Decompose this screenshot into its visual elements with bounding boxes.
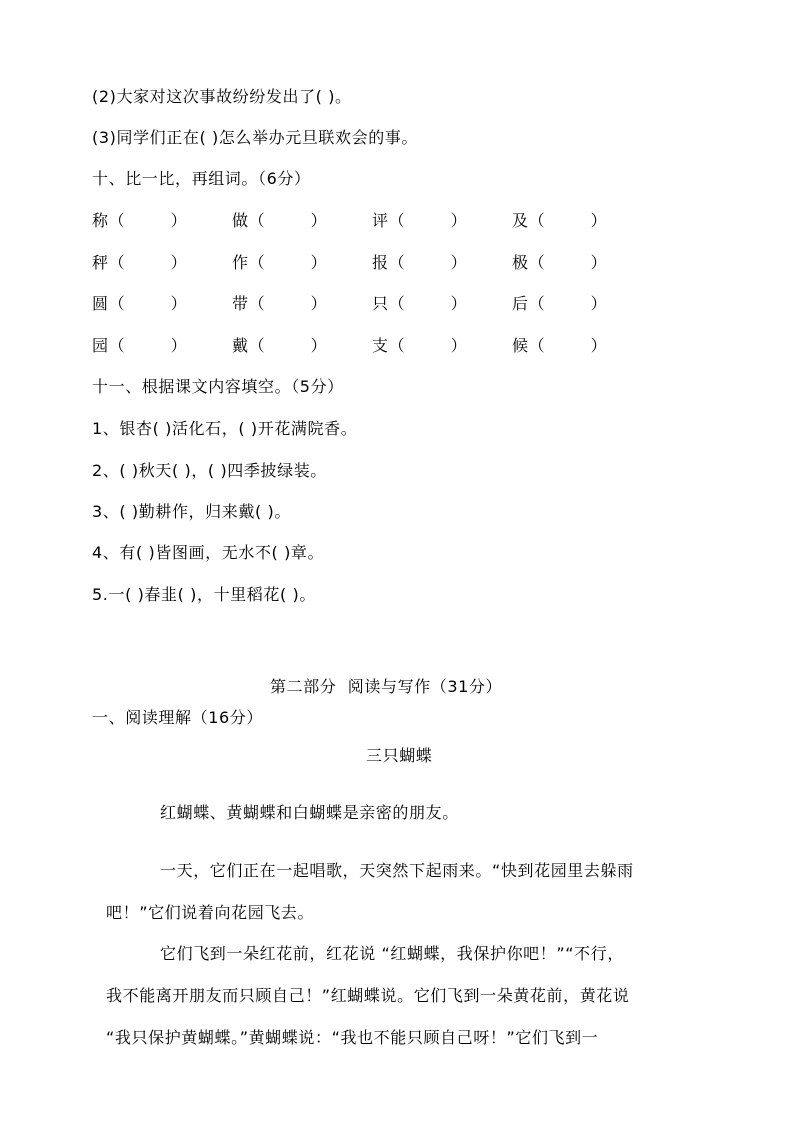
word-cell: 称（ ） [92, 211, 188, 230]
word-cell: 候（ ） [512, 336, 608, 355]
word-cell: 评（ ） [372, 211, 468, 230]
fill-item-4: 4、有( )皆图画，无水不( )章。 [92, 543, 325, 562]
story-paragraph-3-line-1: 它们飞到一朵红花前，红花说 “红蝴蝶，我保护你吧！”“不行， [160, 944, 624, 963]
story-title: 三只蝴蝶 [366, 746, 433, 765]
word-cell: 园（ ） [92, 336, 188, 355]
story-paragraph-1: 红蝴蝶、黄蝴蝶和白蝴蝶是亲密的朋友。 [160, 803, 459, 822]
question-line-3: (3)同学们正在( )怎么举办元旦联欢会的事。 [92, 128, 419, 147]
question-line-2: (2)大家对这次事故纷纷发出了( )。 [92, 87, 352, 106]
word-cell: 只（ ） [372, 294, 468, 313]
reading-section-heading: 一、阅读理解（16分） [92, 708, 263, 727]
story-paragraph-3-line-3: “我只保护黄蝴蝶。”黄蝴蝶说：“我也不能只顾自己呀！”它们飞到一 [106, 1028, 599, 1047]
word-cell: 戴（ ） [232, 336, 328, 355]
word-cell: 做（ ） [232, 211, 328, 230]
word-cell: 秤（ ） [92, 253, 188, 272]
story-paragraph-2-line-1: 一天，它们正在一起唱歌，天突然下起雨来。“快到花园里去躲雨 [160, 861, 634, 880]
section-11-heading: 十一、根据课文内容填空。（5分） [92, 377, 344, 396]
fill-item-1: 1、银杏( )活化石，( )开花满院香。 [92, 419, 358, 438]
word-cell: 支（ ） [372, 336, 468, 355]
word-cell: 圆（ ） [92, 294, 188, 313]
story-paragraph-2-line-2: 吧！”它们说着向花园飞去。 [106, 903, 315, 922]
fill-item-5: 5.一( )春韭( )，十里稻花( )。 [92, 585, 316, 604]
word-cell: 带（ ） [232, 294, 328, 313]
fill-item-3: 3、( )勤耕作，归来戴( )。 [92, 502, 291, 521]
story-paragraph-3-line-2: 我不能离开朋友而只顾自己！”红蝴蝶说。它们飞到一朵黄花前，黄花说 [106, 986, 630, 1005]
section-10-heading: 十、比一比，再组词。（6分） [92, 169, 311, 188]
word-cell: 作（ ） [232, 253, 328, 272]
word-cell: 报（ ） [372, 253, 468, 272]
word-cell: 及（ ） [512, 211, 608, 230]
fill-item-2: 2、( )秋天( )，( )四季披绿装。 [92, 461, 327, 480]
word-cell: 极（ ） [512, 253, 608, 272]
word-cell: 后（ ） [512, 294, 608, 313]
part-2-title: 第二部分 阅读与写作（31分） [270, 677, 503, 696]
